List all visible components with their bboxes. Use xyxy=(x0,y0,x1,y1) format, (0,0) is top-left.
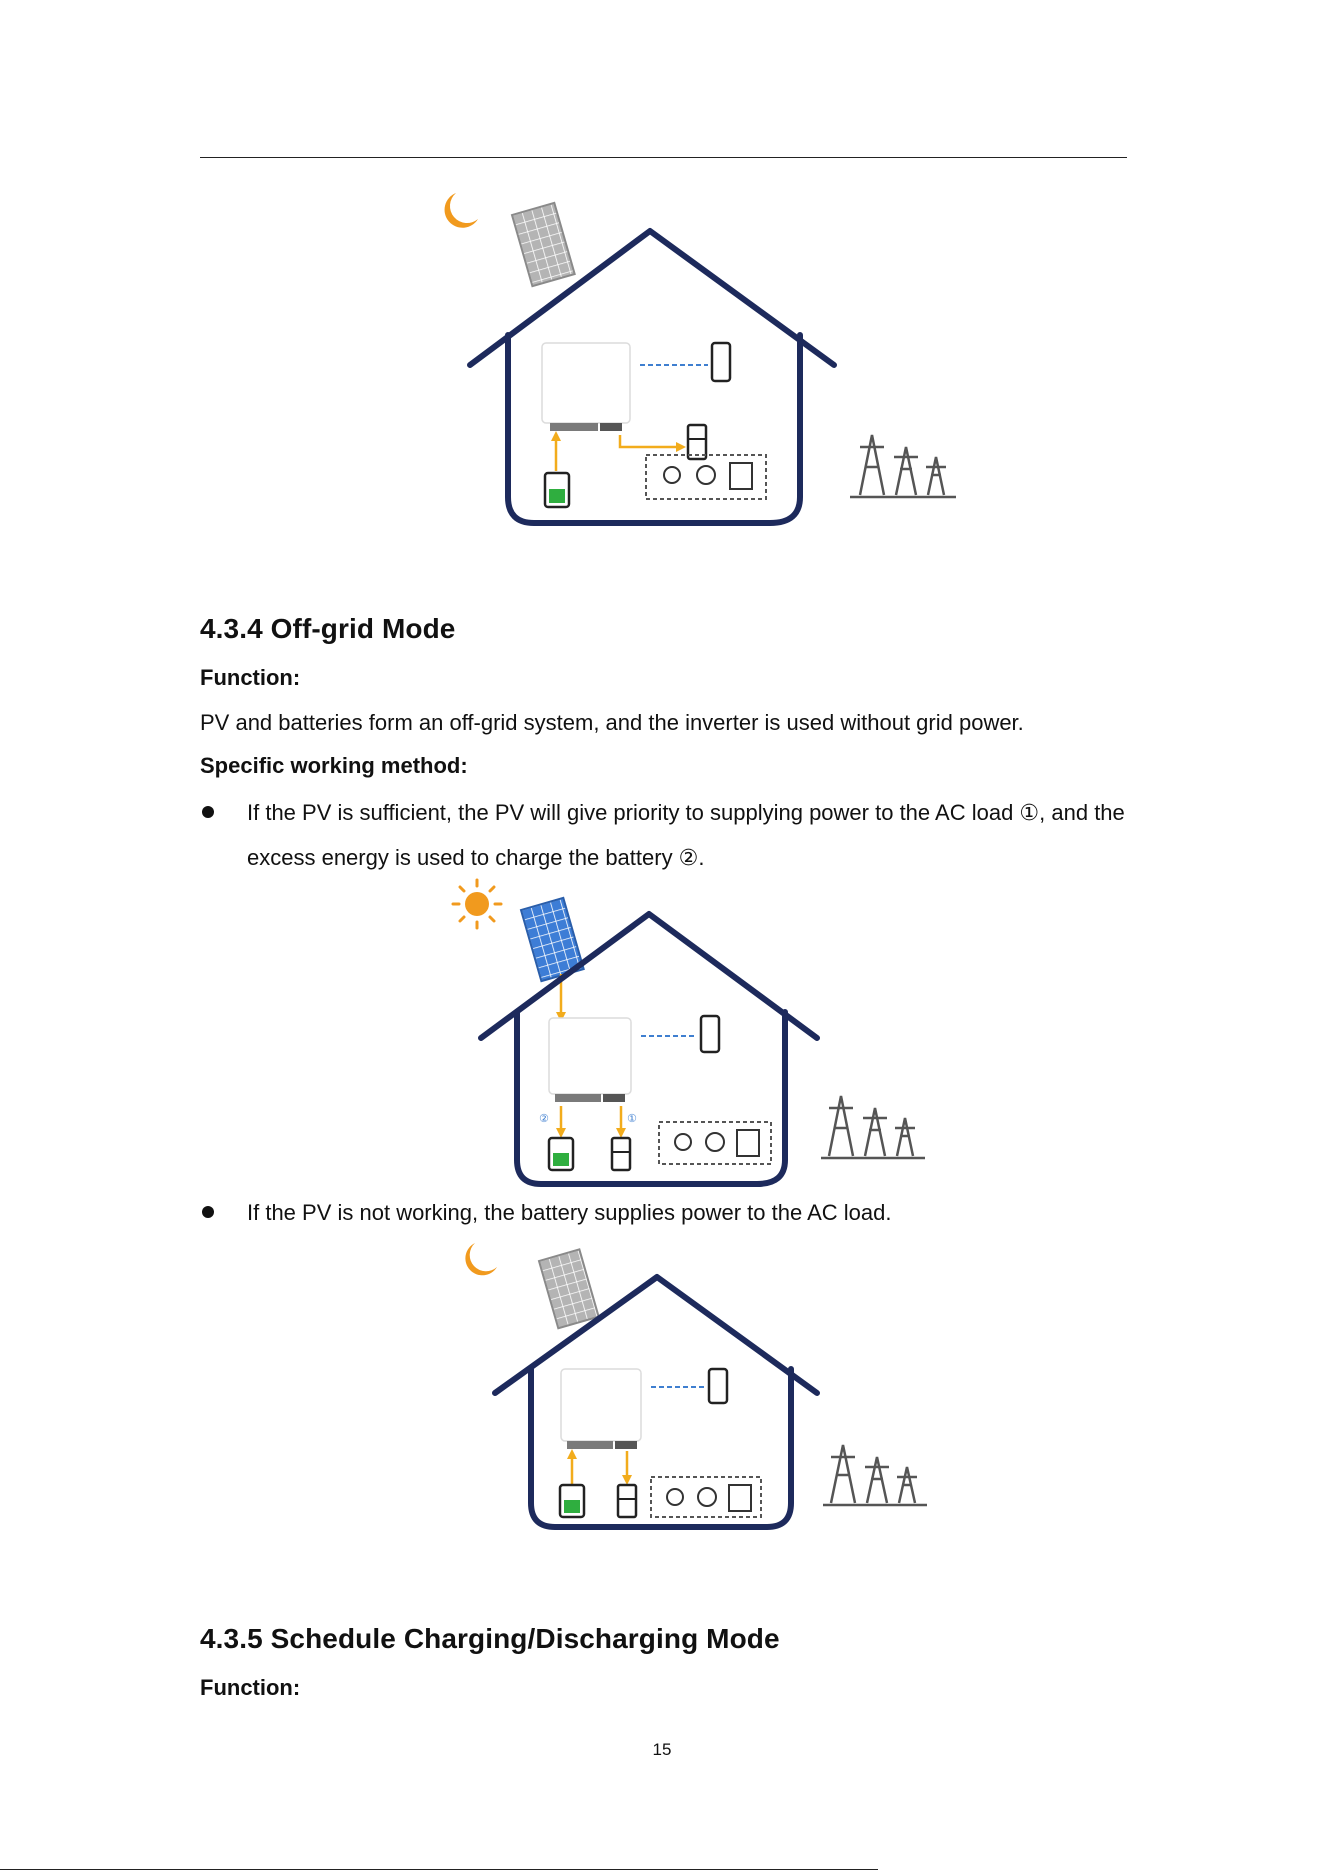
bullet-dot xyxy=(202,1206,214,1218)
battery-icon xyxy=(545,473,569,507)
pv-panel-icon xyxy=(512,203,575,286)
lightbulb-icon xyxy=(667,1489,683,1505)
function-label: Function: xyxy=(200,1675,301,1700)
section-heading-off-grid: 4.3.4 Off-grid Mode xyxy=(200,613,456,644)
function-label: Function: xyxy=(200,665,301,690)
fridge-icon xyxy=(612,1138,630,1170)
ac-load-group xyxy=(651,1477,761,1517)
lightbulb-icon xyxy=(664,467,680,483)
section-heading-schedule: 4.3.5 Schedule Charging/Discharging Mode xyxy=(200,1623,780,1654)
figure-day-pv-supply xyxy=(435,870,955,1200)
page-number: 15 xyxy=(652,1740,672,1759)
figure-night-battery-supply xyxy=(445,1235,945,1535)
ac-load-group xyxy=(646,455,766,499)
bullet-text: If the PV is sufficient, the PV will give priority to supplying power to the AC load ①, and the excess energy is used to charge the battery ②. xyxy=(247,800,1125,870)
lightbulb-icon xyxy=(675,1134,691,1150)
smartphone-icon xyxy=(701,1016,719,1052)
header-rule xyxy=(200,157,1127,158)
fan-icon xyxy=(698,1488,716,1506)
fridge-icon xyxy=(688,425,706,459)
house-outline xyxy=(470,231,834,523)
ac-load-group xyxy=(659,1122,771,1164)
bullet-item xyxy=(200,1190,1130,1235)
load-flow-arrow xyxy=(620,435,678,447)
moon-icon xyxy=(465,1243,497,1275)
battery-icon xyxy=(549,1138,573,1170)
house-outline xyxy=(481,914,817,1184)
battery-icon xyxy=(560,1485,584,1517)
figure-night-battery-supply xyxy=(420,185,980,535)
fan-icon xyxy=(697,466,715,484)
fridge-icon xyxy=(618,1485,636,1517)
method-label: Specific working method: xyxy=(200,753,468,778)
washing-machine-icon xyxy=(729,1485,751,1511)
washing-machine-icon xyxy=(737,1130,759,1156)
bullet-text: If the PV is not working, the battery supplies power to the AC load. xyxy=(247,1200,892,1225)
smartphone-icon xyxy=(712,343,730,381)
function-description: PV and batteries form an off-grid system, and the inverter is used without grid power. xyxy=(200,710,1024,735)
inverter-icon xyxy=(561,1369,641,1449)
smartphone-icon xyxy=(709,1369,727,1403)
flow-label-load: ① xyxy=(627,1112,637,1125)
bullet-item xyxy=(200,790,1130,880)
inverter-icon xyxy=(542,343,630,431)
pv-panel-icon xyxy=(539,1249,599,1328)
flow-label-battery: ② xyxy=(539,1112,549,1125)
power-grid-icon xyxy=(823,1445,927,1505)
fan-icon xyxy=(706,1133,724,1151)
inverter-icon xyxy=(549,1018,631,1102)
power-grid-icon xyxy=(850,435,956,497)
footer-rule xyxy=(0,1869,878,1870)
bullet-dot xyxy=(202,806,214,818)
power-grid-icon xyxy=(821,1096,925,1158)
sun-icon xyxy=(453,880,501,928)
moon-icon xyxy=(445,193,478,228)
washing-machine-icon xyxy=(730,463,752,489)
house-outline xyxy=(495,1277,817,1527)
